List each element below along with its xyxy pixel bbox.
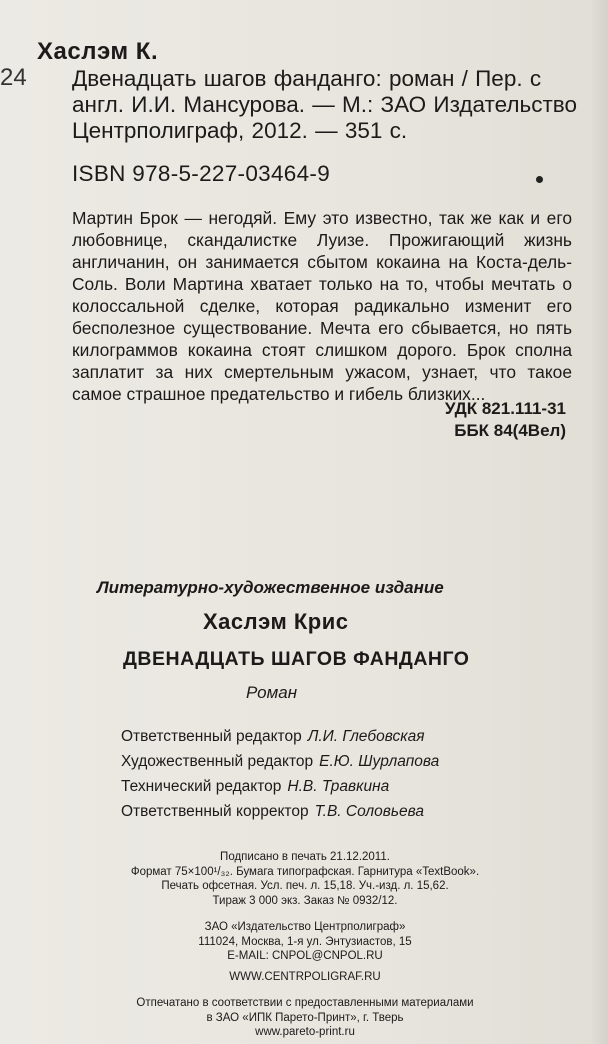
author-full-name: Хаслэм Крис <box>203 609 349 634</box>
credit-role: Ответственный корректор <box>121 803 309 820</box>
credit-row <box>121 749 541 774</box>
edition-type: Литературно-художественное издание <box>97 578 444 597</box>
printer-website: www.pareto-print.ru <box>255 1026 355 1038</box>
credit-row <box>121 724 541 749</box>
annotation: Мартин Брок — негодяй. Ему это известно, так же как и его любовнице, скандалистке Луизе. Прожигающий жизнь англичанин, он занимается сбытом кокаина на Коста-дель-Соль. Воли Мартина хватает только на то, чтобы мечтать о колоссальной сделке, которая радикально изменит его бесполезное существование. Мечта его сбывается, но пять килограммов кокаина стоят слишком дорого. Брок сполна заплатит за них смертельным ужасом, узнает, что такое самое страшное предательство и гибель близких... <box>72 208 572 404</box>
genre: Роман <box>246 683 298 702</box>
margin-page-number: 24 <box>0 64 27 91</box>
format-line: Формат 75×100¹/₃₂. Бумага типографская. Гарнитура «TextBook». <box>130 865 480 878</box>
biblio-line: Двенадцать шагов фанданго: роман / Пер. с <box>72 66 542 91</box>
printer-name: в ЗАО «ИПК Парето-Принт», г. Тверь <box>206 1011 404 1024</box>
page-edge-shadow <box>590 0 608 1044</box>
credit-row <box>121 774 541 799</box>
biblio-line: Центрполиграф, 2012. — 351 с. <box>72 118 408 143</box>
bbk-code: ББК 84(4Вел) <box>454 421 566 440</box>
author-heading: Хаслэм К. <box>37 38 159 65</box>
bibliographic-record <box>72 66 592 144</box>
publisher-email: E-MAIL: CNPOL@CNPOL.RU <box>227 950 383 962</box>
run-line: Тираж 3 000 экз. Заказ № 0932/12. <box>212 894 398 907</box>
imprint-block <box>70 850 540 1040</box>
credit-row <box>121 799 541 824</box>
credit-role: Художественный редактор <box>121 753 314 770</box>
print-line: Печать офсетная. Усл. печ. л. 15,18. Уч.-изд. л. 15,62. <box>161 880 449 892</box>
credit-role: Ответственный редактор <box>121 728 302 745</box>
credit-name: Е.Ю. Шурлапова <box>319 753 440 770</box>
publisher-address: 111024, Москва, 1-я ул. Энтузиастов, 15 <box>198 935 412 948</box>
udk-code: УДК 821.111-31 <box>444 399 566 418</box>
ink-dot <box>536 176 543 183</box>
credit-role: Технический редактор <box>121 778 282 795</box>
book-title: ДВЕНАДЦАТЬ ШАГОВ ФАНДАНГО <box>123 648 470 670</box>
biblio-line: англ. И.И. Мансурова. — М.: ЗАО Издательство <box>72 92 577 117</box>
signed-date: Подписано в печать 21.12.2011. <box>220 851 390 863</box>
isbn: ISBN 978-5-227-03464-9 <box>72 161 331 186</box>
credit-name: Т.В. Соловьева <box>314 803 424 820</box>
publisher-website: WWW.CENTRPOLIGRAF.RU <box>229 970 381 983</box>
credit-name: Н.В. Травкина <box>287 778 390 795</box>
credits-list <box>121 724 541 824</box>
credit-name: Л.И. Глебовская <box>307 728 425 745</box>
publisher-name: ЗАО «Издательство Центрполиграф» <box>204 921 406 933</box>
printed-line: Отпечатано в соответствии с предоставленными материалами <box>136 997 474 1009</box>
classification-codes <box>445 398 566 442</box>
